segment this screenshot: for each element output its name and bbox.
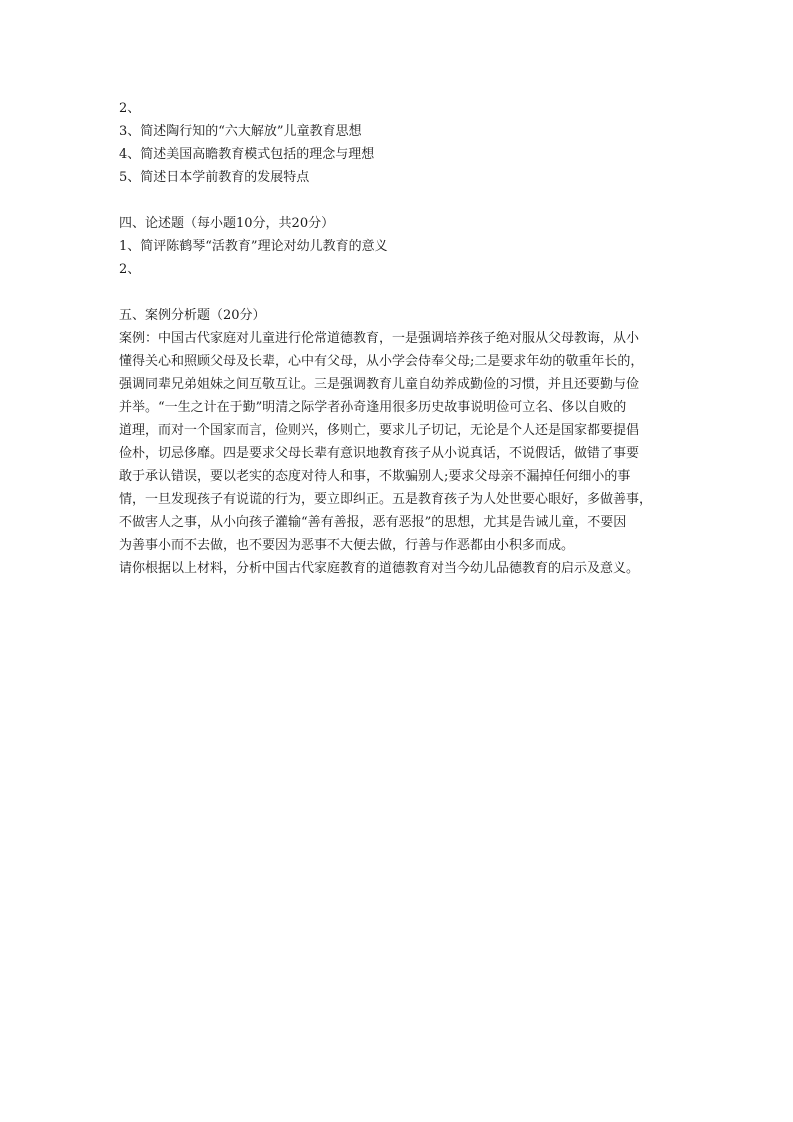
section4 xyxy=(119,212,679,281)
case-line: 为善事小而不去做，也不要因为恶事不大便去做，行善与作恶都由小积多而成。 xyxy=(119,538,575,553)
list-item: 4、简述美国高瞻教育模式包括的理念与理想 xyxy=(119,147,375,162)
case-line: 案例：中国古代家庭对儿童进行伦常道德教育，一是强调培养孩子绝对服从父母教诲，从小 xyxy=(119,331,640,346)
section-heading: 四、论述题（每小题10分，共20分） xyxy=(119,216,335,231)
case-text xyxy=(119,327,679,557)
case-line: 强调同辈兄弟姐妹之间互敬互让。三是强调教育儿童自幼养成勤俭的习惯，并且还要勤与俭 xyxy=(119,377,640,392)
case-line: 俭朴，切忌侈靡。四是要求父母长辈有意识地教育孩子从小说真话，不说假话，做错了事要 xyxy=(119,446,640,461)
case-line: 并举。“一生之计在于勤”明清之际学者孙奇逢用很多历史故事说明俭可立名、侈以自败的 xyxy=(119,400,627,415)
case-line: 懂得关心和照顾父母及长辈，心中有父母，从小学会侍奉父母;二是要求年幼的敬重年长的， xyxy=(119,354,644,369)
case-line: 敢于承认错误，要以老实的态度对待人和事，不欺骗别人;要求父母亲不漏掉任何细小的事 xyxy=(119,469,631,484)
spacer xyxy=(119,281,679,304)
case-line: 情，一旦发现孩子有说谎的行为，要立即纠正。五是教育孩子为人处世要心眼好，多做善事， xyxy=(119,492,653,507)
list-item: 1、简评陈鹤琴“活教育”理论对幼儿教育的意义 xyxy=(119,239,388,254)
list-item: 3、简述陶行知的“六大解放”儿童教育思想 xyxy=(119,124,362,139)
spacer xyxy=(119,189,679,212)
section5 xyxy=(119,304,679,580)
section3-list xyxy=(119,97,679,189)
case-question: 请你根据以上材料，分析中国古代家庭教育的道德教育对当今幼儿品德教育的启示及意义。 xyxy=(119,561,640,576)
list-item: 2、 xyxy=(119,262,141,277)
document-page xyxy=(119,97,679,580)
case-line: 不做害人之事，从小向孩子灌输“善有善报，恶有恶报”的思想，尤其是告诫儿童，不要因 xyxy=(119,515,627,530)
list-item: 5、简述日本学前教育的发展特点 xyxy=(119,170,310,185)
section-heading: 五、案例分析题（20分） xyxy=(119,308,266,323)
list-item: 2、 xyxy=(119,101,141,116)
case-line: 道理，而对一个国家而言，俭则兴，侈则亡，要求儿子切记，无论是个人还是国家都要提倡 xyxy=(119,423,640,438)
